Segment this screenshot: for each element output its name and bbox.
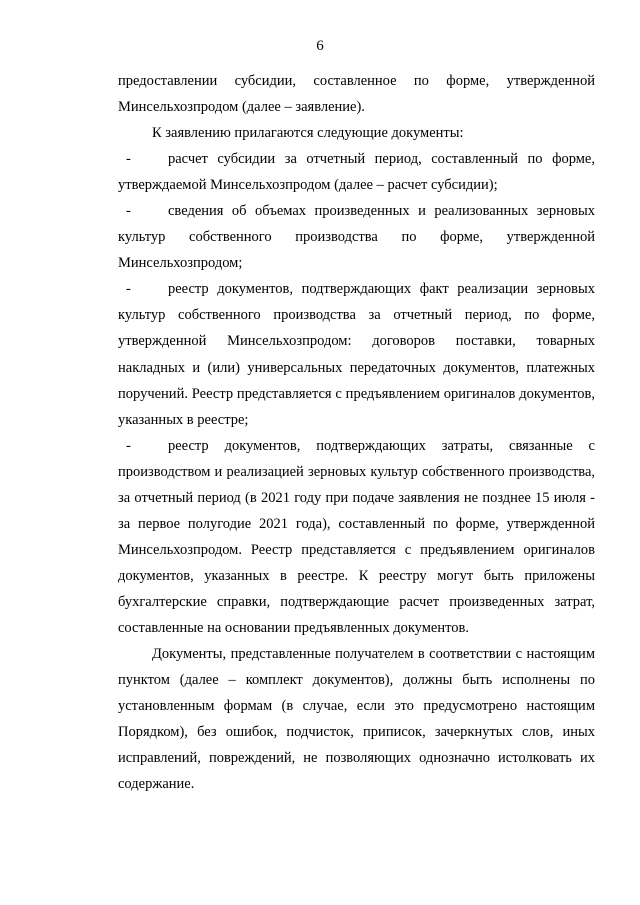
paragraph-documents-intro: К заявлению прилагаются следующие документы: [152,125,464,142]
page-number: 6 [316,38,324,54]
list-dash: - [126,151,131,168]
list-item-text: расчет субсидии за отчетный период, составленный по форме, утверждаемой Минсельхозпродом (далее – расчет субсидии); [118,151,595,194]
list-item [118,276,595,432]
list-item-text: сведения об объемах произведенных и реализованных зерновых культур собственного производства по форме, утвержденной Минсельхозпродом; [118,203,595,272]
list-item [118,146,595,198]
list-item [118,433,595,641]
list-dash: - [126,437,131,454]
paragraph-application-continuation: предоставлении субсидии, составленное по форме, утвержденной Минсельхозпродом (далее – заявление). [118,73,595,116]
list-dash: - [126,281,131,298]
list-item-text: реестр документов, подтверждающих затраты, связанные с производством и реализацией зерновых культур собственного производства, за отчетный период (в 2021 году при подаче заявления не позднее 15 июля - за первое полугодие 2021 года), составленный по форме, утвержденной Минсельхозпродом. Реестр представляется с предъявлением оригиналов документов, указанных в реестре. К реестру могут быть приложены бухгалтерские справки, подтверждающие расчет произведенных затрат, составленные на основании предъявленных документов. [118,437,595,636]
list-item-text: реестр документов, подтверждающих факт реализации зерновых культур собственного производства за отчетный период, по форме, утвержденной Минсельхозпродом: договоров поставки, товарных накладных и (или) универсальных передаточных документов, платежных поручений. Реестр представляется с предъявлением оригиналов документов, указанных в реестре; [118,281,595,428]
list-item [118,198,595,276]
list-dash: - [126,203,131,220]
paragraph-document-requirements: Документы, представленные получателем в соответствии с настоящим пунктом (далее – комплект документов), должны быть исполнены по установленным формам (в случае, если это предусмотрено настоящим Порядком), без ошибок, подчисток, приписок, зачеркнутых слов, иных исправлений, повреждений, не позволяющих однозначно истолковать их содержание. [118,646,595,793]
document-body [118,68,595,797]
